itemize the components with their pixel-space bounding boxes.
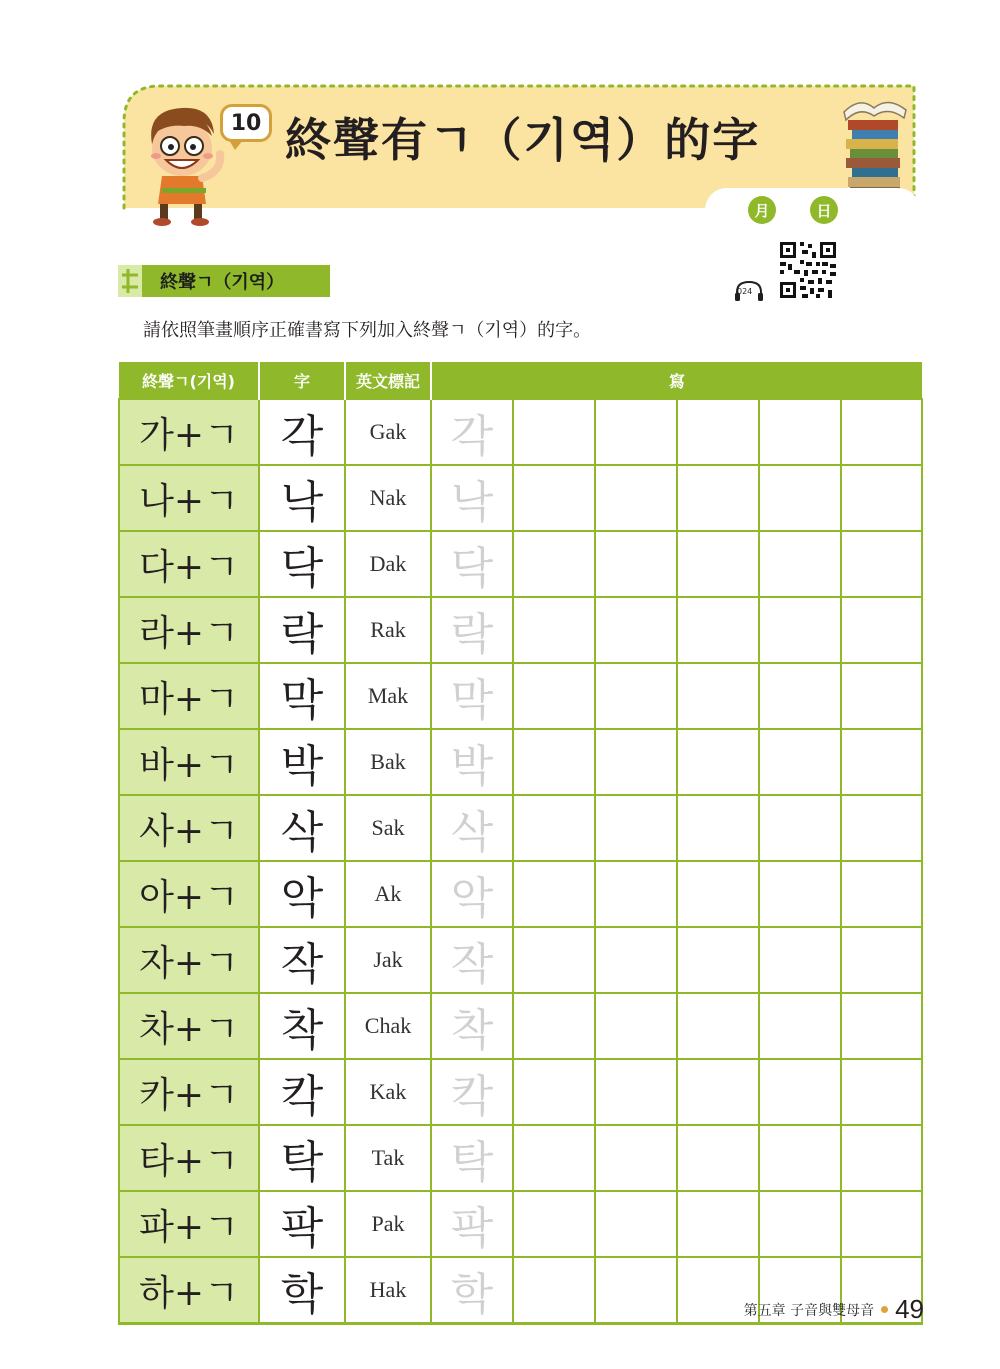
romanization-cell: Mak xyxy=(345,663,431,729)
writing-cell[interactable] xyxy=(513,531,595,597)
trace-cell[interactable]: 닥 xyxy=(431,531,513,597)
formula-cell: 사+ㄱ xyxy=(119,795,259,861)
cartoon-boy-illustration xyxy=(140,104,230,226)
table-header-row xyxy=(119,362,922,399)
romanization-cell: Dak xyxy=(345,531,431,597)
character-cell: 학 xyxy=(259,1257,345,1324)
writing-cell[interactable] xyxy=(841,663,922,729)
writing-cell[interactable] xyxy=(677,861,759,927)
formula-cell: 바+ㄱ xyxy=(119,729,259,795)
qr-code-icon[interactable] xyxy=(778,240,838,300)
writing-cell[interactable] xyxy=(513,993,595,1059)
book-stack-illustration xyxy=(834,92,914,200)
romanization-cell: Sak xyxy=(345,795,431,861)
writing-cell[interactable] xyxy=(513,1059,595,1125)
writing-cell[interactable] xyxy=(759,465,841,531)
table-row xyxy=(119,861,922,927)
writing-cell[interactable] xyxy=(841,597,922,663)
character-cell: 작 xyxy=(259,927,345,993)
romanization-cell: Gak xyxy=(345,399,431,465)
romanization-cell: Tak xyxy=(345,1125,431,1191)
writing-cell[interactable] xyxy=(677,1191,759,1257)
section-marker-icon xyxy=(118,265,142,297)
formula-cell: 아+ㄱ xyxy=(119,861,259,927)
trace-cell[interactable]: 탁 xyxy=(431,1125,513,1191)
writing-cell[interactable] xyxy=(841,465,922,531)
character-cell: 삭 xyxy=(259,795,345,861)
writing-cell[interactable] xyxy=(677,795,759,861)
writing-cell[interactable] xyxy=(677,927,759,993)
writing-cell[interactable] xyxy=(677,729,759,795)
writing-cell[interactable] xyxy=(513,795,595,861)
writing-cell[interactable] xyxy=(595,1257,677,1324)
writing-cell[interactable] xyxy=(759,1059,841,1125)
formula-cell: 파+ㄱ xyxy=(119,1191,259,1257)
formula-cell: 차+ㄱ xyxy=(119,993,259,1059)
day-badge: 日 xyxy=(810,196,838,224)
writing-cell[interactable] xyxy=(841,861,922,927)
writing-cell[interactable] xyxy=(759,531,841,597)
formula-cell: 타+ㄱ xyxy=(119,1125,259,1191)
writing-cell[interactable] xyxy=(595,399,677,465)
table-row xyxy=(119,531,922,597)
writing-cell[interactable] xyxy=(759,1125,841,1191)
character-cell: 닥 xyxy=(259,531,345,597)
instruction-text: 請依照筆畫順序正確書寫下列加入終聲ㄱ（기역）的字。 xyxy=(143,320,592,341)
table-row xyxy=(119,729,922,795)
writing-cell[interactable] xyxy=(841,531,922,597)
page-number: 49 xyxy=(895,1294,924,1324)
writing-cell[interactable] xyxy=(759,993,841,1059)
writing-cell[interactable] xyxy=(513,1257,595,1324)
character-cell: 탁 xyxy=(259,1125,345,1191)
character-cell: 막 xyxy=(259,663,345,729)
writing-cell[interactable] xyxy=(677,597,759,663)
writing-cell[interactable] xyxy=(677,663,759,729)
formula-cell: 카+ㄱ xyxy=(119,1059,259,1125)
section-tag xyxy=(118,265,330,297)
trace-cell[interactable]: 칵 xyxy=(431,1059,513,1125)
trace-cell[interactable]: 삭 xyxy=(431,795,513,861)
writing-cell[interactable] xyxy=(595,795,677,861)
chapter-title: 第五章 子音與雙母音 xyxy=(743,1302,875,1319)
trace-cell[interactable]: 악 xyxy=(431,861,513,927)
character-cell: 팍 xyxy=(259,1191,345,1257)
writing-cell[interactable] xyxy=(513,597,595,663)
formula-cell: 라+ㄱ xyxy=(119,597,259,663)
writing-cell[interactable] xyxy=(759,729,841,795)
writing-cell[interactable] xyxy=(759,597,841,663)
writing-cell[interactable] xyxy=(841,1125,922,1191)
formula-cell: 하+ㄱ xyxy=(119,1257,259,1324)
writing-cell[interactable] xyxy=(677,1125,759,1191)
trace-cell[interactable]: 낙 xyxy=(431,465,513,531)
romanization-cell: Hak xyxy=(345,1257,431,1324)
writing-cell[interactable] xyxy=(595,1059,677,1125)
section-tag-label: 終聲ㄱ（기역） xyxy=(160,272,285,293)
romanization-cell: Jak xyxy=(345,927,431,993)
character-cell: 착 xyxy=(259,993,345,1059)
romanization-cell: Pak xyxy=(345,1191,431,1257)
character-cell: 락 xyxy=(259,597,345,663)
writing-cell[interactable] xyxy=(595,729,677,795)
trace-cell[interactable]: 착 xyxy=(431,993,513,1059)
formula-cell: 자+ㄱ xyxy=(119,927,259,993)
writing-cell[interactable] xyxy=(595,465,677,531)
table-row xyxy=(119,993,922,1059)
romanization-cell: Nak xyxy=(345,465,431,531)
audio-track-number: 024 xyxy=(737,287,753,296)
table-row xyxy=(119,927,922,993)
writing-cell[interactable] xyxy=(677,465,759,531)
writing-cell[interactable] xyxy=(841,1059,922,1125)
writing-cell[interactable] xyxy=(841,399,922,465)
table-row xyxy=(119,1191,922,1257)
trace-cell[interactable]: 팍 xyxy=(431,1191,513,1257)
table-row xyxy=(119,663,922,729)
writing-cell[interactable] xyxy=(595,531,677,597)
romanization-cell: Ak xyxy=(345,861,431,927)
writing-cell[interactable] xyxy=(841,927,922,993)
writing-cell[interactable] xyxy=(677,399,759,465)
writing-cell[interactable] xyxy=(513,399,595,465)
formula-cell: 다+ㄱ xyxy=(119,531,259,597)
writing-cell[interactable] xyxy=(841,729,922,795)
writing-cell[interactable] xyxy=(513,465,595,531)
romanization-cell: Bak xyxy=(345,729,431,795)
writing-cell[interactable] xyxy=(595,993,677,1059)
table-row xyxy=(119,399,922,465)
writing-cell[interactable] xyxy=(759,399,841,465)
writing-cell[interactable] xyxy=(513,927,595,993)
trace-cell[interactable]: 박 xyxy=(431,729,513,795)
formula-cell: 가+ㄱ xyxy=(119,399,259,465)
writing-cell[interactable] xyxy=(595,861,677,927)
character-cell: 악 xyxy=(259,861,345,927)
footer-dot xyxy=(881,1306,888,1313)
formula-cell: 나+ㄱ xyxy=(119,465,259,531)
table-row xyxy=(119,1125,922,1191)
page-footer xyxy=(744,1294,924,1325)
header-final-consonant: 終聲ㄱ(기역) xyxy=(119,362,259,399)
romanization-cell: Rak xyxy=(345,597,431,663)
month-badge: 月 xyxy=(748,196,776,224)
writing-cell[interactable] xyxy=(513,1125,595,1191)
writing-cell[interactable] xyxy=(513,861,595,927)
writing-cell[interactable] xyxy=(759,663,841,729)
practice-table xyxy=(118,362,923,1325)
writing-cell[interactable] xyxy=(759,1191,841,1257)
formula-cell: 마+ㄱ xyxy=(119,663,259,729)
romanization-cell: Chak xyxy=(345,993,431,1059)
writing-cell[interactable] xyxy=(595,1125,677,1191)
table-row xyxy=(119,1059,922,1125)
table-row xyxy=(119,795,922,861)
lesson-number-badge: 10 xyxy=(220,104,272,142)
character-cell: 박 xyxy=(259,729,345,795)
character-cell: 각 xyxy=(259,399,345,465)
writing-cell[interactable] xyxy=(595,663,677,729)
character-cell: 칵 xyxy=(259,1059,345,1125)
character-cell: 낙 xyxy=(259,465,345,531)
writing-cell[interactable] xyxy=(759,927,841,993)
writing-cell[interactable] xyxy=(841,795,922,861)
trace-cell[interactable]: 작 xyxy=(431,927,513,993)
writing-cell[interactable] xyxy=(513,1191,595,1257)
trace-cell[interactable]: 막 xyxy=(431,663,513,729)
romanization-cell: Kak xyxy=(345,1059,431,1125)
trace-cell[interactable]: 학 xyxy=(431,1257,513,1324)
page-title: 終聲有ㄱ（기역）的字 xyxy=(285,113,761,167)
writing-cell[interactable] xyxy=(513,729,595,795)
writing-cell[interactable] xyxy=(759,861,841,927)
writing-cell[interactable] xyxy=(677,993,759,1059)
trace-cell[interactable]: 각 xyxy=(431,399,513,465)
writing-cell[interactable] xyxy=(841,1191,922,1257)
writing-cell[interactable] xyxy=(595,597,677,663)
writing-cell[interactable] xyxy=(513,663,595,729)
table-body xyxy=(119,399,922,1324)
writing-cell[interactable] xyxy=(595,1191,677,1257)
table-row xyxy=(119,465,922,531)
trace-cell[interactable]: 락 xyxy=(431,597,513,663)
table-row xyxy=(119,597,922,663)
header-character: 字 xyxy=(259,362,345,399)
writing-cell[interactable] xyxy=(595,927,677,993)
header-write: 寫 xyxy=(431,362,922,399)
header-romanization: 英文標記 xyxy=(345,362,431,399)
writing-cell[interactable] xyxy=(677,531,759,597)
writing-cell[interactable] xyxy=(759,795,841,861)
writing-cell[interactable] xyxy=(841,993,922,1059)
writing-cell[interactable] xyxy=(677,1059,759,1125)
